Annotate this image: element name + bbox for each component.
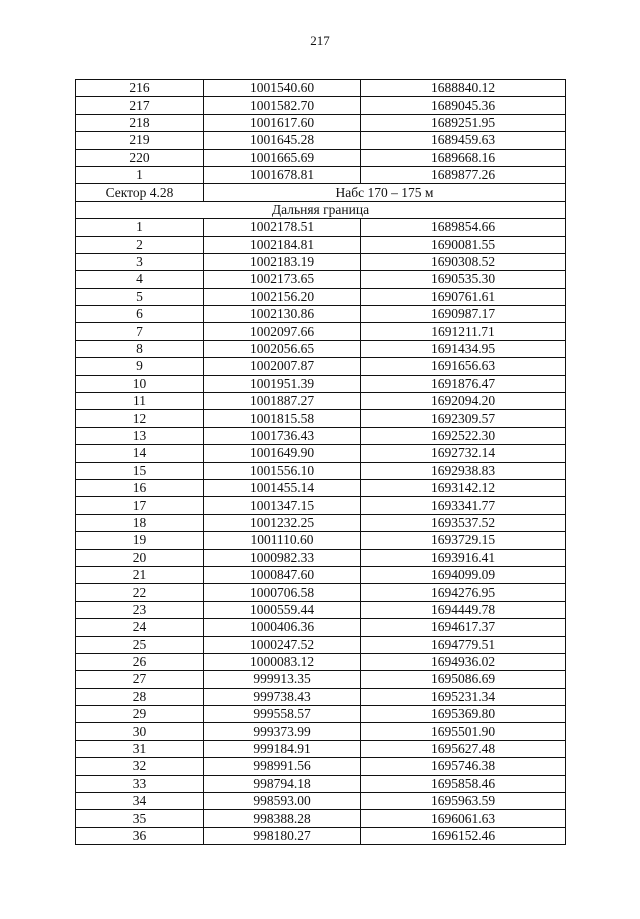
x-coordinate-cell: 1002156.20 xyxy=(204,288,361,305)
point-number-cell: 32 xyxy=(76,758,204,775)
table-row xyxy=(76,288,566,305)
table-row xyxy=(76,236,566,253)
y-coordinate-cell: 1695963.59 xyxy=(361,793,566,810)
x-coordinate-cell: 1002173.65 xyxy=(204,271,361,288)
table-row xyxy=(76,166,566,183)
x-coordinate-cell: 1001556.10 xyxy=(204,462,361,479)
x-coordinate-cell: 1001665.69 xyxy=(204,149,361,166)
y-coordinate-cell: 1694099.09 xyxy=(361,566,566,583)
y-coordinate-cell: 1689668.16 xyxy=(361,149,566,166)
x-coordinate-cell: 1001232.25 xyxy=(204,514,361,531)
table-row xyxy=(76,479,566,496)
y-coordinate-cell: 1696152.46 xyxy=(361,827,566,844)
table-row xyxy=(76,306,566,323)
table-row xyxy=(76,427,566,444)
y-coordinate-cell: 1694449.78 xyxy=(361,601,566,618)
x-coordinate-cell: 1001582.70 xyxy=(204,97,361,114)
x-coordinate-cell: 1001736.43 xyxy=(204,427,361,444)
point-number-cell: 5 xyxy=(76,288,204,305)
point-number-cell: 35 xyxy=(76,810,204,827)
table-row xyxy=(76,723,566,740)
x-coordinate-cell: 998593.00 xyxy=(204,793,361,810)
bottom-rows xyxy=(76,219,566,845)
x-coordinate-cell: 1000982.33 xyxy=(204,549,361,566)
table-row xyxy=(76,271,566,288)
table-row xyxy=(76,636,566,653)
y-coordinate-cell: 1689251.95 xyxy=(361,114,566,131)
y-coordinate-cell: 1688840.12 xyxy=(361,80,566,97)
x-coordinate-cell: 1002007.87 xyxy=(204,358,361,375)
y-coordinate-cell: 1690535.30 xyxy=(361,271,566,288)
sector-section xyxy=(76,184,566,219)
x-coordinate-cell: 1002097.66 xyxy=(204,323,361,340)
y-coordinate-cell: 1690308.52 xyxy=(361,253,566,270)
page-number: 217 xyxy=(310,33,330,48)
table-row xyxy=(76,688,566,705)
x-coordinate-cell: 998991.56 xyxy=(204,758,361,775)
point-number-cell: 20 xyxy=(76,549,204,566)
point-number-cell: 25 xyxy=(76,636,204,653)
x-coordinate-cell: 1002178.51 xyxy=(204,219,361,236)
coordinates-table xyxy=(75,79,566,845)
top-rows xyxy=(76,80,566,184)
table-row xyxy=(76,671,566,688)
table-row xyxy=(76,706,566,723)
y-coordinate-cell: 1692094.20 xyxy=(361,393,566,410)
x-coordinate-cell: 1002184.81 xyxy=(204,236,361,253)
y-coordinate-cell: 1689877.26 xyxy=(361,166,566,183)
x-coordinate-cell: 1000406.36 xyxy=(204,619,361,636)
table-row xyxy=(76,775,566,792)
table-row xyxy=(76,462,566,479)
point-number-cell: 28 xyxy=(76,688,204,705)
y-coordinate-cell: 1692732.14 xyxy=(361,445,566,462)
y-coordinate-cell: 1694936.02 xyxy=(361,653,566,670)
y-coordinate-cell: 1691656.63 xyxy=(361,358,566,375)
table-row xyxy=(76,149,566,166)
x-coordinate-cell: 1001815.58 xyxy=(204,410,361,427)
table-row xyxy=(76,601,566,618)
point-number-cell: 216 xyxy=(76,80,204,97)
x-coordinate-cell: 1002130.86 xyxy=(204,306,361,323)
table-row xyxy=(76,323,566,340)
table-row xyxy=(76,375,566,392)
point-number-cell: 4 xyxy=(76,271,204,288)
point-number-cell: 34 xyxy=(76,793,204,810)
boundary-title: Дальняя граница xyxy=(76,201,566,218)
y-coordinate-cell: 1695858.46 xyxy=(361,775,566,792)
table-row xyxy=(76,80,566,97)
point-number-cell: 18 xyxy=(76,514,204,531)
y-coordinate-cell: 1689854.66 xyxy=(361,219,566,236)
table-row xyxy=(76,827,566,844)
x-coordinate-cell: 1002056.65 xyxy=(204,340,361,357)
x-coordinate-cell: 999373.99 xyxy=(204,723,361,740)
point-number-cell: 1 xyxy=(76,219,204,236)
point-number-cell: 30 xyxy=(76,723,204,740)
table-row xyxy=(76,740,566,757)
y-coordinate-cell: 1689459.63 xyxy=(361,132,566,149)
y-coordinate-cell: 1692309.57 xyxy=(361,410,566,427)
y-coordinate-cell: 1693916.41 xyxy=(361,549,566,566)
x-coordinate-cell: 1000083.12 xyxy=(204,653,361,670)
point-number-cell: 26 xyxy=(76,653,204,670)
table-row xyxy=(76,514,566,531)
table-row xyxy=(76,497,566,514)
x-coordinate-cell: 1000559.44 xyxy=(204,601,361,618)
y-coordinate-cell: 1694276.95 xyxy=(361,584,566,601)
table-row xyxy=(76,653,566,670)
point-number-cell: 11 xyxy=(76,393,204,410)
table-row xyxy=(76,114,566,131)
y-coordinate-cell: 1692522.30 xyxy=(361,427,566,444)
point-number-cell: 16 xyxy=(76,479,204,496)
y-coordinate-cell: 1693341.77 xyxy=(361,497,566,514)
table-row xyxy=(76,810,566,827)
x-coordinate-cell: 1000706.58 xyxy=(204,584,361,601)
x-coordinate-cell: 1001645.28 xyxy=(204,132,361,149)
table-row xyxy=(76,358,566,375)
table-row xyxy=(76,619,566,636)
x-coordinate-cell: 999913.35 xyxy=(204,671,361,688)
point-number-cell: 220 xyxy=(76,149,204,166)
point-number-cell: 14 xyxy=(76,445,204,462)
point-number-cell: 10 xyxy=(76,375,204,392)
point-number-cell: 12 xyxy=(76,410,204,427)
x-coordinate-cell: 1001540.60 xyxy=(204,80,361,97)
x-coordinate-cell: 1001455.14 xyxy=(204,479,361,496)
y-coordinate-cell: 1690081.55 xyxy=(361,236,566,253)
x-coordinate-cell: 998794.18 xyxy=(204,775,361,792)
point-number-cell: 21 xyxy=(76,566,204,583)
point-number-cell: 23 xyxy=(76,601,204,618)
table-row xyxy=(76,340,566,357)
y-coordinate-cell: 1693142.12 xyxy=(361,479,566,496)
x-coordinate-cell: 1000847.60 xyxy=(204,566,361,583)
point-number-cell: 1 xyxy=(76,166,204,183)
x-coordinate-cell: 1001649.90 xyxy=(204,445,361,462)
y-coordinate-cell: 1696061.63 xyxy=(361,810,566,827)
sector-label: Сектор 4.28 xyxy=(76,184,204,201)
x-coordinate-cell: 999558.57 xyxy=(204,706,361,723)
point-number-cell: 9 xyxy=(76,358,204,375)
point-number-cell: 22 xyxy=(76,584,204,601)
point-number-cell: 217 xyxy=(76,97,204,114)
x-coordinate-cell: 1001347.15 xyxy=(204,497,361,514)
x-coordinate-cell: 1000247.52 xyxy=(204,636,361,653)
table-row xyxy=(76,566,566,583)
y-coordinate-cell: 1695627.48 xyxy=(361,740,566,757)
table-row xyxy=(76,584,566,601)
x-coordinate-cell: 1001887.27 xyxy=(204,393,361,410)
x-coordinate-cell: 1001951.39 xyxy=(204,375,361,392)
y-coordinate-cell: 1691211.71 xyxy=(361,323,566,340)
point-number-cell: 17 xyxy=(76,497,204,514)
table-row xyxy=(76,445,566,462)
point-number-cell: 3 xyxy=(76,253,204,270)
x-coordinate-cell: 1001617.60 xyxy=(204,114,361,131)
point-number-cell: 36 xyxy=(76,827,204,844)
table-row xyxy=(76,532,566,549)
point-number-cell: 33 xyxy=(76,775,204,792)
y-coordinate-cell: 1695501.90 xyxy=(361,723,566,740)
y-coordinate-cell: 1693537.52 xyxy=(361,514,566,531)
table-row xyxy=(76,758,566,775)
point-number-cell: 13 xyxy=(76,427,204,444)
table-row xyxy=(76,393,566,410)
table-row xyxy=(76,793,566,810)
x-coordinate-cell: 1001110.60 xyxy=(204,532,361,549)
point-number-cell: 19 xyxy=(76,532,204,549)
y-coordinate-cell: 1695746.38 xyxy=(361,758,566,775)
x-coordinate-cell: 999738.43 xyxy=(204,688,361,705)
point-number-cell: 15 xyxy=(76,462,204,479)
x-coordinate-cell: 1001678.81 xyxy=(204,166,361,183)
sector-elevation: Набс 170 – 175 м xyxy=(204,184,566,201)
y-coordinate-cell: 1694617.37 xyxy=(361,619,566,636)
x-coordinate-cell: 998180.27 xyxy=(204,827,361,844)
y-coordinate-cell: 1691434.95 xyxy=(361,340,566,357)
x-coordinate-cell: 999184.91 xyxy=(204,740,361,757)
point-number-cell: 219 xyxy=(76,132,204,149)
y-coordinate-cell: 1690761.61 xyxy=(361,288,566,305)
table-row xyxy=(76,549,566,566)
table-row xyxy=(76,410,566,427)
point-number-cell: 2 xyxy=(76,236,204,253)
point-number-cell: 24 xyxy=(76,619,204,636)
x-coordinate-cell: 1002183.19 xyxy=(204,253,361,270)
y-coordinate-cell: 1695369.80 xyxy=(361,706,566,723)
point-number-cell: 6 xyxy=(76,306,204,323)
table-row xyxy=(76,132,566,149)
y-coordinate-cell: 1692938.83 xyxy=(361,462,566,479)
point-number-cell: 7 xyxy=(76,323,204,340)
point-number-cell: 29 xyxy=(76,706,204,723)
point-number-cell: 218 xyxy=(76,114,204,131)
y-coordinate-cell: 1691876.47 xyxy=(361,375,566,392)
y-coordinate-cell: 1695231.34 xyxy=(361,688,566,705)
boundary-row xyxy=(76,201,566,218)
point-number-cell: 27 xyxy=(76,671,204,688)
table-row xyxy=(76,97,566,114)
y-coordinate-cell: 1689045.36 xyxy=(361,97,566,114)
sector-row xyxy=(76,184,566,201)
table-row xyxy=(76,219,566,236)
point-number-cell: 8 xyxy=(76,340,204,357)
y-coordinate-cell: 1694779.51 xyxy=(361,636,566,653)
y-coordinate-cell: 1690987.17 xyxy=(361,306,566,323)
x-coordinate-cell: 998388.28 xyxy=(204,810,361,827)
table-row xyxy=(76,253,566,270)
y-coordinate-cell: 1693729.15 xyxy=(361,532,566,549)
y-coordinate-cell: 1695086.69 xyxy=(361,671,566,688)
point-number-cell: 31 xyxy=(76,740,204,757)
